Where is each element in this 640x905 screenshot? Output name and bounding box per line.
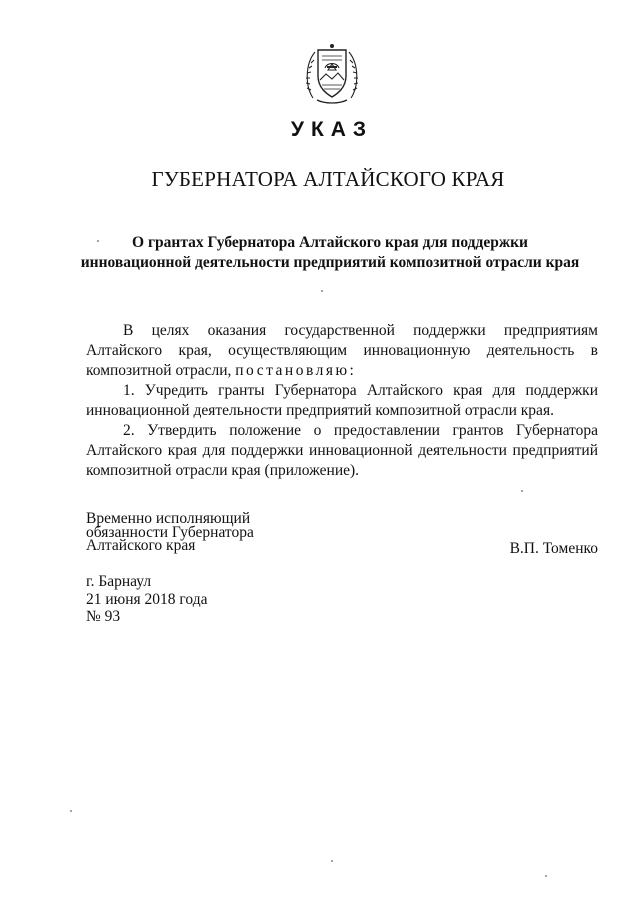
decree-title-line: инновационной деятельности предприятий композитной отрасли края (80, 254, 580, 271)
preamble-text: В целях оказания государственной поддержки предприятиям Алтайского края, осуществляющим инновационную деятельность в композитной отрасли, (86, 322, 598, 379)
decree-item: 1. Учредить гранты Губернатора Алтайского края для поддержки инновационной деятельности предприятий композитной отрасли края. (86, 382, 598, 419)
scan-speck (331, 860, 333, 862)
place: г. Барнаул (86, 573, 152, 590)
issuer-heading: ГУБЕРНАТОРА АЛТАЙСКОГО КРАЯ (151, 167, 505, 191)
signer-title-line: Алтайского края (86, 537, 196, 554)
decree-body (86, 321, 598, 481)
signer-title-line: обязанности Губернатора (86, 523, 254, 541)
scan-speck (70, 810, 72, 812)
signer-title (86, 512, 254, 553)
coat-of-arms-icon (303, 40, 361, 106)
preamble-paragraph (86, 321, 598, 381)
signer-name: В.П. Томенко (509, 540, 598, 557)
signer-title-line: Временно исполняющий (86, 510, 251, 527)
scan-speck (97, 240, 99, 242)
decree-title (60, 233, 600, 273)
scan-speck (545, 875, 547, 877)
document-type-heading: УКАЗ (290, 118, 374, 141)
scan-speck (521, 490, 523, 492)
decree-title-line: О грантах Губернатора Алтайского края для поддержки (132, 234, 528, 251)
decree-item: 2. Утвердить положение о предоставлении грантов Губернатора Алтайского края для поддержки инновационной деятельности предприятий композитной отрасли края (приложение). (86, 422, 598, 479)
scan-speck (321, 290, 323, 292)
document-number: № 93 (86, 608, 121, 625)
date: 21 июня 2018 года (86, 590, 208, 608)
place-date-number (86, 573, 207, 626)
decree-word: постановляю: (235, 362, 357, 379)
